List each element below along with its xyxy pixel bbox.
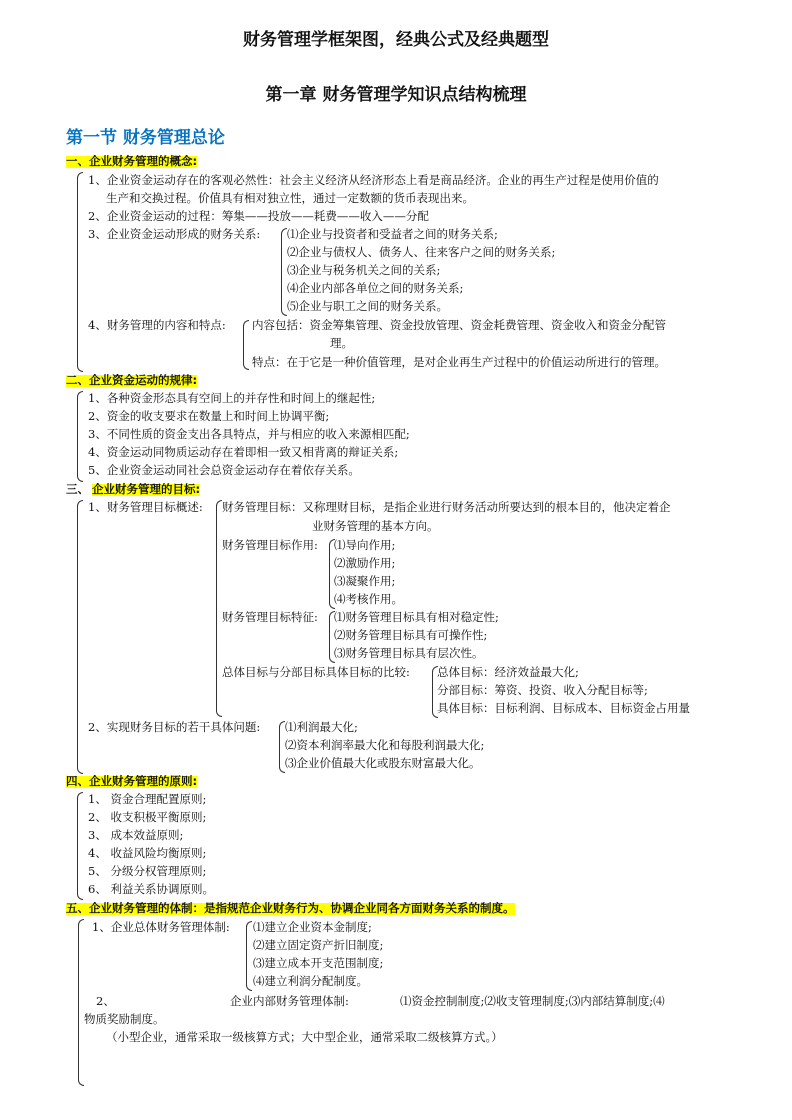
s3-item1-label: 1、财务管理目标概述: <box>88 500 203 514</box>
s5-heading: 五、企业财务管理的体制：是指规范企业财务行为、协调企业同各方面财务关系的制度。 <box>66 901 515 915</box>
s3-feature: ⑶财务管理目标具有层次性。 <box>334 646 484 660</box>
s3-compare: 总体目标：经济效益最大化; <box>437 665 579 679</box>
s1-item4-content: 内容包括：资金筹集管理、资金投放管理、资金耗费管理、资金收入和资金分配管 <box>252 318 666 332</box>
s5-item2-label: 企业内部财务管理体制: <box>230 994 349 1008</box>
s2-heading: 二、企业资金运动的规律: <box>66 373 198 387</box>
s5-item1-sub: ⑴建立企业资本金制度; <box>253 920 372 934</box>
s1-item3-sub: ⑸企业与职工之间的财务关系。 <box>287 299 448 313</box>
s1-brace <box>77 172 83 372</box>
s3-role: ⑷考核作用。 <box>334 592 403 606</box>
s3-item1-brace <box>216 500 222 717</box>
s1-item4-brace <box>243 320 249 370</box>
s5-note: （小型企业，通常采取一级核算方式；大中型企业，通常采取二级核算方式。） <box>106 1030 503 1044</box>
s2-item: 1、各种资金形态具有空间上的并存性和时间上的继起性; <box>88 391 376 405</box>
s1-item3-sub: ⑵企业与债权人、债务人、往来客户之间的财务关系; <box>287 245 556 259</box>
s3-role: ⑶凝聚作用; <box>334 574 396 588</box>
s3-prefix: 三、 <box>66 482 89 496</box>
s4-item: 3、 成本效益原则; <box>88 828 184 842</box>
s3-role: ⑵激励作用; <box>334 556 396 570</box>
s1-item3-label: 3、企业资金运动形成的财务关系: <box>88 227 261 241</box>
s1-item4-content-wrap: 理。 <box>330 336 353 350</box>
s2-item: 2、资金的收支要求在数量上和时间上协调平衡; <box>88 409 330 423</box>
s4-item: 1、 资金合理配置原则; <box>88 792 207 806</box>
s4-heading: 四、企业财务管理的原则: <box>66 774 198 788</box>
s4-brace <box>77 792 83 900</box>
s4-item: 4、 收益风险均衡原则; <box>88 846 207 860</box>
s5-item2-text: ⑴资金控制制度;⑵收支管理制度;⑶内部结算制度;⑷ <box>400 994 665 1008</box>
s3-feature: ⑵财务管理目标具有可操作性; <box>334 628 488 642</box>
s3-role-label: 财务管理目标作用: <box>222 538 318 552</box>
s1-item3-sub: ⑶企业与税务机关之间的关系; <box>287 263 441 277</box>
s3-compare-label: 总体目标与分部目标具体目标的比较: <box>222 665 410 679</box>
section-title: 第一节 财务管理总论 <box>66 128 225 148</box>
s5-item1-sub: ⑶建立成本开支范围制度; <box>253 956 384 970</box>
s3-role: ⑴导向作用; <box>334 538 396 552</box>
s3-compare: 具体目标：目标利润、目标成本、目标资金占用量 <box>437 701 690 715</box>
s1-item2: 2、企业资金运动的过程：筹集——投放——耗费——收入——分配 <box>88 209 429 223</box>
s1-item4-label: 4、财务管理的内容和特点: <box>88 318 226 332</box>
s3-overview: 财务管理目标：又称理财目标，是指企业进行财务活动所要达到的根本目的，他决定着企 <box>222 500 671 514</box>
s3-item2-label: 2、实现财务目标的若干具体问题: <box>88 720 261 734</box>
s3-feature-label: 财务管理目标特征: <box>222 610 318 624</box>
s1-item3-sub: ⑷企业内部各单位之间的财务关系; <box>287 281 464 295</box>
chapter-title: 第一章 财务管理学知识点结构梳理 <box>265 85 527 105</box>
doc-title: 财务管理学框架图，经典公式及经典题型 <box>243 30 549 50</box>
s1-item1-line2: 生产和交换过程。价值具有相对独立性，通过一定数额的货币表现出来。 <box>106 191 474 205</box>
s3-feature: ⑴财务管理目标具有相对稳定性; <box>334 610 499 624</box>
s3-heading: 企业财务管理的目标: <box>92 482 201 496</box>
s1-heading: 一、企业财务管理的概念: <box>66 154 198 168</box>
s1-item3-sub: ⑴企业与投资者和受益者之间的财务关系; <box>287 227 498 241</box>
s5-item2-num: 2、 <box>96 994 115 1008</box>
s2-item: 5、企业资金运动同社会总资金运动存在着依存关系。 <box>88 463 360 477</box>
s3-item2-sub: ⑴利润最大化; <box>285 720 358 734</box>
s3-item2-sub: ⑶企业价值最大化或股东财富最大化。 <box>285 756 481 770</box>
s3-brace <box>77 500 83 774</box>
s5-brace <box>78 919 84 1086</box>
s4-item: 6、 利益关系协调原则。 <box>88 882 214 896</box>
s5-item1-brace <box>246 921 252 991</box>
s2-item: 3、不同性质的资金支出各具特点，并与相应的收入来源相匹配; <box>88 427 410 441</box>
s4-item: 5、 分级分权管理原则; <box>88 864 207 878</box>
s3-item2-sub: ⑵资本利润率最大化和每股利润最大化; <box>285 738 485 752</box>
s5-item1-sub: ⑷建立利润分配制度。 <box>253 974 368 988</box>
s2-brace <box>77 391 83 482</box>
s5-item1-label: 1、企业总体财务管理体制: <box>92 920 230 934</box>
s2-item: 4、资金运动同物质运动存在着即相一致又相背离的辩证关系; <box>88 445 399 459</box>
s3-compare: 分部目标：筹资、投资、收入分配目标等; <box>437 683 648 697</box>
s5-item1-sub: ⑵建立固定资产折旧制度; <box>253 938 384 952</box>
s3-overview-wrap: 业财务管理的基本方向。 <box>312 519 439 533</box>
s5-item2-wrap: 物质奖励制度。 <box>84 1012 165 1026</box>
s1-item4-feature: 特点：在于它是一种价值管理，是对企业再生产过程中的价值运动所进行的管理。 <box>252 355 666 369</box>
s1-item1-line1: 1、企业资金运动存在的客观必然性：社会主义经济从经济形态上看是商品经济。企业的再生产过程是使用价值的 <box>88 173 659 187</box>
s4-item: 2、 收支积极平衡原则; <box>88 810 207 824</box>
